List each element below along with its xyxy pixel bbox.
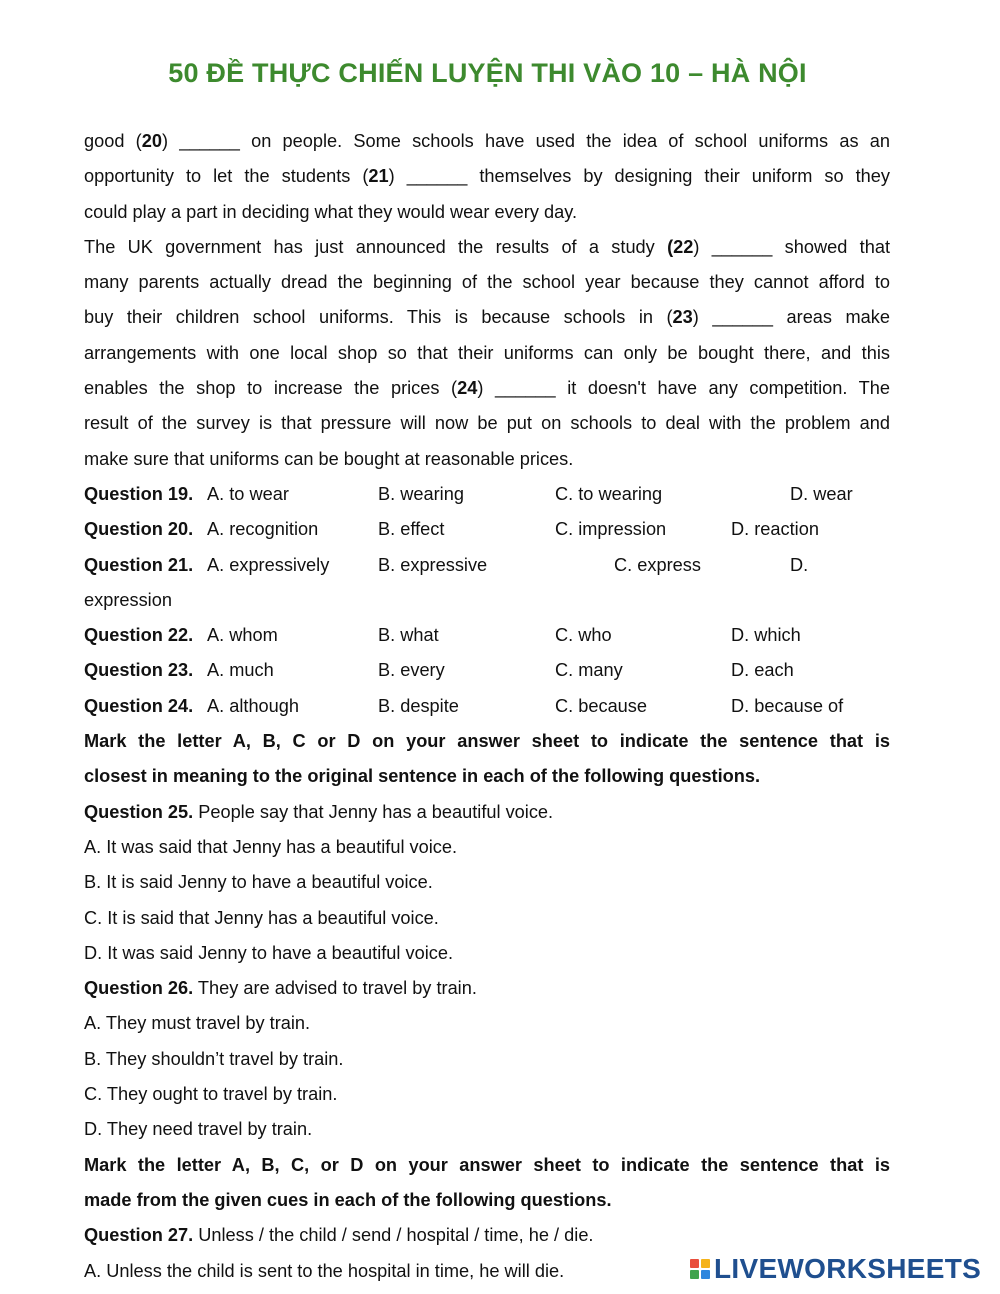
option-d[interactable]: D. because of (731, 695, 844, 716)
passage-line: buy their children school uniforms. This is because schools in (23) ______ areas make (84, 307, 890, 328)
question-24 (84, 689, 890, 724)
blank-number-20: 20 (141, 131, 162, 151)
option-b[interactable]: B. despite (378, 695, 459, 716)
option-c[interactable]: C. to wearing (555, 483, 663, 504)
option-c[interactable]: C. because (555, 695, 648, 716)
question-19 (84, 477, 890, 512)
page-title: 50 ĐỀ THỰC CHIẾN LUYỆN THI VÀO 10 – HÀ NỘI (168, 58, 807, 88)
option-d[interactable]: D. which (731, 625, 801, 646)
question-label: Question 26. (84, 978, 194, 999)
option-a[interactable]: A. whom (207, 625, 278, 646)
passage-line: good (20) ______ on people. Some schools have used the idea of school uniforms as an (84, 131, 890, 151)
option-d[interactable]: D. wear (790, 483, 853, 504)
question-label: Question 20. (84, 519, 194, 540)
question-25-stem: Question 25. People say that Jenny has a beautiful voice. (84, 801, 554, 822)
passage-line: many parents actually dread the beginning of the school year because they cannot afford to (84, 272, 890, 293)
blank-number-22: (22 (667, 236, 694, 257)
passage-line: could play a part in deciding what they would wear every day. (84, 201, 578, 222)
question-20 (84, 512, 890, 547)
instruction-text: Mark the letter A, B, C or D on your answer sheet to indicate the sentence that is (84, 731, 890, 752)
instruction-text: closest in meaning to the original sentence in each of the following questions. (84, 766, 761, 787)
question-label: Question 24. (84, 695, 194, 716)
option-b[interactable]: B. every (378, 660, 445, 681)
instruction-text: Mark the letter A, B, C, or D on your answer sheet to indicate the sentence that is (84, 1154, 890, 1175)
option-b[interactable]: B. expressive (378, 554, 488, 575)
question-label: Question 21. (84, 554, 194, 575)
option-b[interactable]: B. what (378, 625, 439, 646)
option-a[interactable]: A. although (207, 695, 300, 716)
option-a[interactable]: A. much (207, 660, 274, 681)
option-b[interactable]: B. wearing (378, 483, 464, 504)
option-c[interactable]: C. express (614, 554, 701, 575)
option-a[interactable]: A. to wear (207, 483, 289, 504)
option-c[interactable]: C. impression (555, 519, 667, 540)
liveworksheets-logo (690, 1254, 981, 1284)
passage-line: make sure that uniforms can be bought at reasonable prices. (84, 448, 574, 469)
option-d[interactable]: D. They need travel by train. (84, 1119, 313, 1140)
passage-line: arrangements with one local shop so that their uniforms can only be bought there, and this (84, 342, 890, 363)
option-a[interactable]: A. They must travel by train. (84, 1013, 311, 1034)
blank-number-23: 23 (672, 307, 693, 328)
worksheet-body (84, 124, 890, 1289)
option-c[interactable]: C. It is said that Jenny has a beautiful voice. (84, 907, 439, 928)
option-d[interactable]: D. It was said Jenny to have a beautiful voice. (84, 942, 454, 963)
option-a[interactable]: A. expressively (207, 554, 330, 575)
question-26-stem: Question 26. They are advised to travel by train. (84, 978, 477, 999)
instruction-text: made from the given cues in each of the following questions. (84, 1189, 612, 1210)
passage-line: The UK government has just announced the results of a study (22) ______ showed that (84, 236, 890, 257)
option-b[interactable]: B. effect (378, 519, 445, 540)
option-a[interactable]: A. Unless the child is sent to the hospital in time, he will die. (84, 1260, 565, 1281)
question-23 (84, 653, 890, 688)
option-a[interactable]: A. It was said that Jenny has a beautiful voice. (84, 836, 458, 857)
passage-line: result of the survey is that pressure will now be put on schools to deal with the problem and (84, 413, 890, 434)
question-label: Question 22. (84, 625, 194, 646)
blank-number-21: 21 (368, 166, 389, 187)
option-b[interactable]: B. They shouldn’t travel by train. (84, 1048, 344, 1069)
question-27-stem: Question 27. Unless / the child / send / hospital / time, he / die. (84, 1225, 594, 1246)
option-d[interactable]: D. reaction (731, 519, 819, 540)
option-d-continued: expression (84, 589, 172, 610)
question-label: Question 25. (84, 801, 194, 822)
question-22 (84, 618, 890, 653)
option-a[interactable]: A. recognition (207, 519, 319, 540)
blank-number-24: 24 (457, 378, 478, 399)
logo-text: LIVEWORKSHEETS (714, 1253, 982, 1284)
question-21 (84, 548, 890, 583)
option-d[interactable]: D. each (731, 660, 794, 681)
question-label: Question 19. (84, 483, 194, 504)
question-label: Question 23. (84, 660, 194, 681)
option-c[interactable]: C. who (555, 625, 612, 646)
passage-line: enables the shop to increase the prices (24) ______ it doesn't have any competition. The (84, 378, 890, 399)
option-c[interactable]: C. many (555, 660, 623, 681)
option-d[interactable]: D. (790, 554, 809, 575)
option-b[interactable]: B. It is said Jenny to have a beautiful voice. (84, 872, 433, 893)
logo-mark-icon (690, 1259, 710, 1279)
option-c[interactable]: C. They ought to travel by train. (84, 1084, 338, 1105)
passage-line: opportunity to let the students (21) ______ themselves by designing their uniform so they (84, 166, 890, 187)
question-label: Question 27. (84, 1225, 194, 1246)
